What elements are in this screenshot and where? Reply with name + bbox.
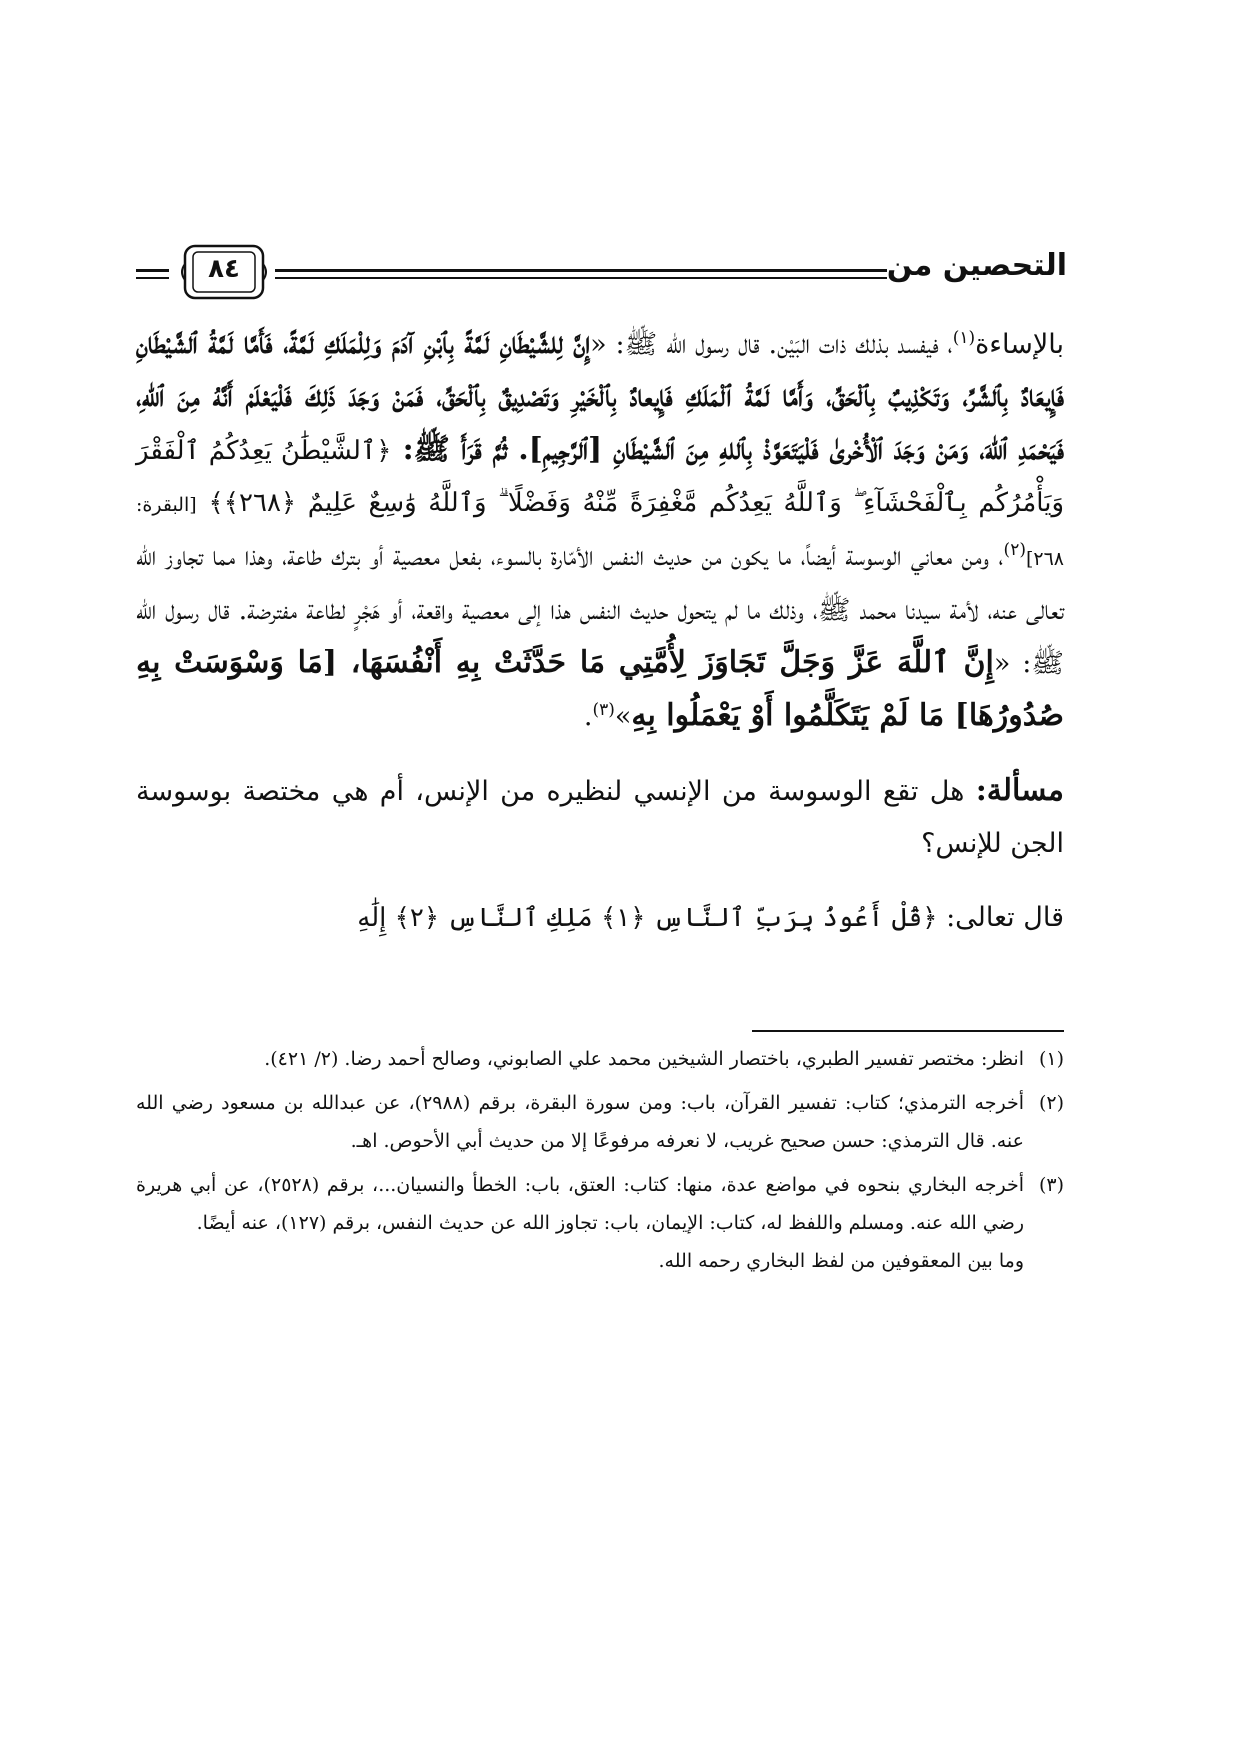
text-run: » (614, 701, 632, 732)
footnote-extra-note: وما بين المعقوفين من لفظ البخاري رحمه الله. (658, 1250, 1024, 1272)
text-run: . (583, 701, 593, 732)
quran-verse: ﴿ٱلشَّيْطَٰنُ يَعِدُكُمُ ٱلْفَقْرَ وَيَأْمُرُكُم بِٱلْفَحْشَآءِ ۖ وَٱللَّهُ يَعِدُكُم مَّغْفِرَةً مِّنْهُ وَفَضْلًا ۗ وَٱللَّهُ وَٰسِعٌ عَلِيمٌ ﴿٢٦٨﴾﴾ (136, 436, 1064, 518)
paragraph-1 (136, 318, 1064, 743)
footnote-3 (136, 1166, 1064, 1280)
quran-verse: ﴿قُلْ أَعُوذُ بِرَبِّ ٱلنَّاسِ ﴿١﴾ مَلِكِ ٱلنَّاسِ ﴿٢﴾ إِلَٰهِ (357, 903, 938, 933)
footnotes (136, 1040, 1064, 1286)
header-rule (275, 269, 887, 279)
question-label: مسألة: (975, 773, 1064, 808)
footnote-text: أخرجه الترمذي؛ كتاب: تفسير القرآن، باب: ومن سورة البقرة، برقم (٢٩٨٨)، عن عبدالله بن مسعود رضي الله عنه. قال الترمذي: حسن صحيح غريب، لا نعرفه مرفوعًا إلا من حديث أبي الأحوص. اهـ. (136, 1092, 1024, 1152)
footnote-number: (٢) (1038, 1092, 1064, 1114)
hadith-text: إِنَّ لِلشَّيْطَانِ لَمَّةً بِٱبْنِ آدَمَ وَلِلْمَلَكِ لَمَّةً، فَأَمَّا لَمَّةُ ٱلشَّيْطَانِ فَإِيعَادٌ بِٱلشَّرِّ، وَتَكْذِيبٌ بِٱلْحَقِّ، وَأَمَّا لَمَّةُ ٱلْمَلَكِ فَإِيعادٌ بِٱلْخَيْرِ وَتَصْدِيقٌ بِٱلْحَقِّ، فَمَنْ وَجَدَ ذَلِكَ فَلْيَعْلَمْ أَنَّهُ مِنَ ٱللهِ، فَيَحْمَدِ ٱللهَ، وَمَنْ وَجَدَ ٱلْأُخْرىٰ فَلْيَتَعَوَّذْ بِٱللهِ مِنَ ٱلشَّيْطَانِ [ٱلرَّجِيمِ]. ثُمَّ قَرَأَ ﷺ: (136, 326, 1064, 467)
header-rule-short (136, 269, 169, 279)
running-header (136, 242, 1067, 306)
footnote-marker: (٢) (1003, 540, 1026, 560)
footnote-2 (136, 1084, 1064, 1160)
footnote-number: (٣) (1038, 1174, 1064, 1196)
text-run: ، ومن معاني الوسوسة أيضاً، ما يكون من حديث النفس الأمّارة بالسوء، بفعل معصية أو بترك طاعة، وهذا مما تجاوز الله تعالى عنه، لأمة سيدنا محمد ﷺ، وذلك ما لم يتحول حديث النفس هذا إلى معصية واقعة، أو هَجْرٍ لطاعة مفترضة. قال رسول الله ﷺ: « (136, 541, 1064, 679)
text-run: قال تعالى: (937, 902, 1064, 933)
verse-reference: [البقرة: ٢٦٨] (136, 494, 1065, 570)
text-run: بالإساءة (975, 329, 1064, 360)
footnote-marker: (٣) (592, 700, 615, 720)
text-run: هل تقع الوسوسة من الإنسي لنظيره من الإنس، أم هي مختصة بوسوسة الجن للإنس؟ (136, 776, 1064, 859)
footnote-1 (136, 1040, 1064, 1078)
text-run: ، فيفسد بذلك ذات البَيْن. قال رسول الله ﷺ: « (590, 329, 953, 360)
footnote-text: أخرجه البخاري بنحوه في مواضع عدة، منها: كتاب: العتق، باب: الخطأ والنسيان...، برقم (٢٥٢٨)، عن أبي هريرة رضي الله عنه. ومسلم واللفظ له، كتاب: الإيمان، باب: تجاوز الله عن حديث النفس، برقم (١٢٧)، عنه أيضًا. (136, 1174, 1024, 1234)
footnote-number: (١) (1038, 1048, 1064, 1070)
footnote-marker: (١) (952, 328, 976, 348)
main-text (136, 318, 1064, 944)
paragraph-verse (136, 892, 1064, 944)
book-title: التحصين من (886, 248, 1067, 283)
paragraph-question (136, 765, 1064, 870)
page-number: ٨٤ (208, 254, 240, 284)
hadith-text: إِنَّ ٱللَّهَ عَزَّ وَجَلَّ تَجَاوَزَ لِأُمَّتِي مَا حَدَّثَتْ بِهِ أَنْفُسَهَا، [مَا وَسْوَسَتْ بِهِ صُدُورُهَا] مَا لَمْ يَتَكَلَّمُوا أَوْ يَعْمَلُوا بِهِ (136, 645, 1064, 733)
footnote-text: انظر: مختصر تفسير الطبري، باختصار الشيخين محمد علي الصابوني، وصالح أحمد رضا. (٢/ ٤٢١). (264, 1048, 1024, 1070)
footnote-separator (752, 1030, 1064, 1032)
